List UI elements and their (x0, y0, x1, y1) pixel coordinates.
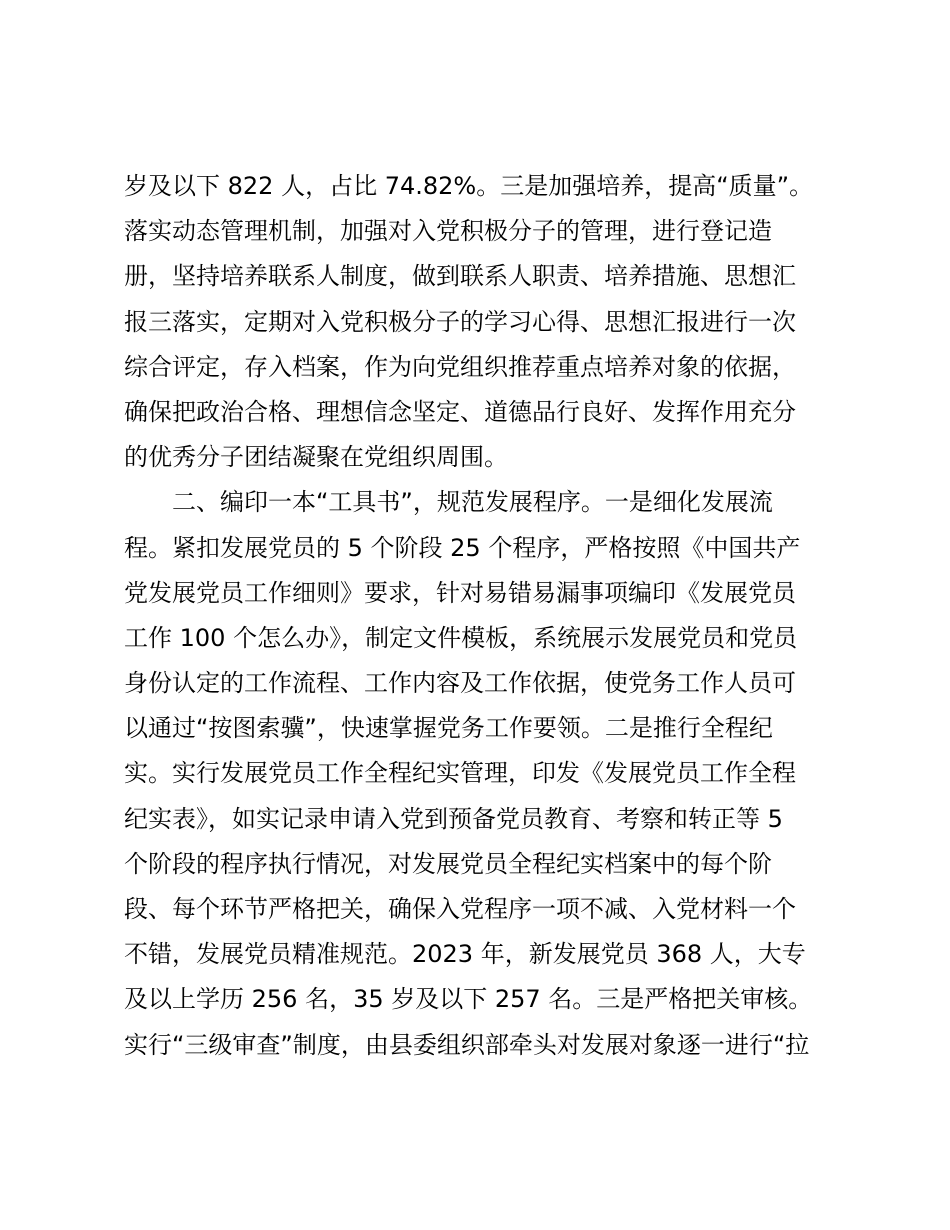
body-text (124, 164, 844, 1068)
text-line-6: 确保把政治合格、理想信念坚定、道德品行良好、发挥作用充分 (124, 397, 796, 426)
text-line-16: 个阶段的程序执行情况，对发展党员全程纪实档案中的每个阶 (124, 849, 772, 878)
text-line-5: 综合评定，存入档案，作为向党组织推荐重点培养对象的依据， (124, 352, 796, 381)
text-line-19: 及以上学历 256 名，35 岁及以下 257 名。三是严格把关审核。 (124, 985, 813, 1014)
text-line-10: 党发展党员工作细则》要求，针对易错易漏事项编印《发展党员 (124, 578, 796, 607)
text-line-14: 实。实行发展党员工作全程纪实管理，印发《发展党员工作全程 (124, 759, 796, 788)
text-line-17: 段、每个环节严格把关，确保入党程序一项不减、入党材料一个 (124, 895, 796, 923)
text-line-4: 报三落实，定期对入党积极分子的学习心得、思想汇报进行一次 (124, 307, 796, 336)
text-line-3: 册，坚持培养联系人制度，做到联系人职责、培养措施、思想汇 (124, 262, 796, 291)
text-line-11: 工作 100 个怎么办》，制定文件模板，系统展示发展党员和党员 (124, 623, 798, 652)
text-line-7: 的优秀分子团结凝聚在党组织周围。 (124, 443, 508, 472)
text-line-8: 二、编印一本“工具书”，规范发展程序。一是细化发展流 (124, 488, 773, 517)
text-line-20: 实行“三级审查”制度，由县委组织部牵头对发展对象逐一进行“拉 (124, 1030, 810, 1059)
text-line-9: 程。紧扣发展党员的 5 个阶段 25 个程序，严格按照《中国共产 (124, 533, 801, 562)
text-line-2: 落实动态管理机制，加强对入党积极分子的管理，进行登记造 (124, 217, 772, 246)
text-line-1: 岁及以下 822 人，占比 74.82%。三是加强培养，提高“质量”。 (124, 172, 814, 200)
text-line-12: 身份认定的工作流程、工作内容及工作依据，使党务工作人员可 (124, 669, 796, 698)
text-line-13: 以通过“按图索骥”，快速掌握党务工作要领。二是推行全程纪 (124, 714, 773, 743)
text-line-15: 纪实表》，如实记录申请入党到预备党员教育、考察和转正等 5 (124, 804, 783, 833)
text-line-18: 不错，发展党员精准规范。2023 年，新发展党员 368 人，大专 (124, 940, 806, 969)
